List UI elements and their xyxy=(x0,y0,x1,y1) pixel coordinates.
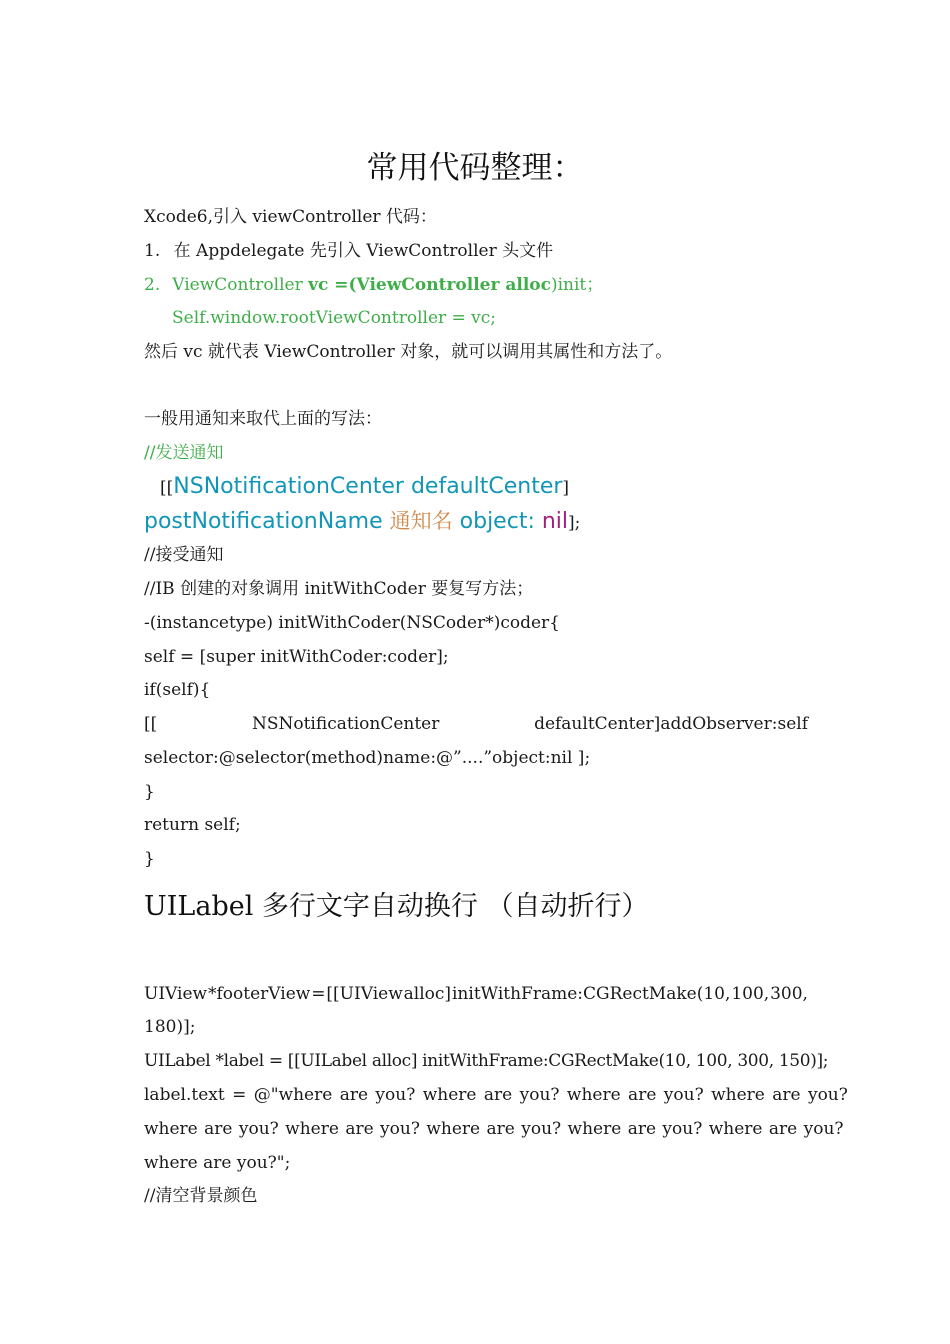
code-label-text-3: where are you?"; xyxy=(144,1153,291,1173)
code-close-method: } xyxy=(144,849,155,869)
post-notification-name: postNotificationName xyxy=(144,509,390,534)
step-1 xyxy=(144,238,808,264)
code-footer-view xyxy=(144,981,808,1007)
code-label-text-1: label.text = @"where are you? where are you? where are you? where are you? xyxy=(144,1085,848,1105)
step-2-part-a: ViewController xyxy=(172,275,309,295)
step-1-number: 1. xyxy=(144,241,161,261)
uilabel-heading: UILabel 多行文字自动换行 （自动折行） xyxy=(144,891,649,922)
code-footer-view-3: = xyxy=(311,984,326,1004)
step-2 xyxy=(144,272,808,298)
code-footer-view-7: 100, xyxy=(731,984,770,1004)
code-footer-view-5: alloc] xyxy=(403,984,452,1004)
code-footer-view-cont: 180)]; xyxy=(144,1017,196,1037)
code-super-init: self = [super initWithCoder:coder]; xyxy=(144,647,449,667)
comment-receive-notification: //接受通知 xyxy=(144,545,224,565)
statement-end: ]; xyxy=(568,513,581,533)
code-init-with-coder: -(instancetype) initWithCoder(NSCoder*)coder{ xyxy=(144,613,560,633)
step-2-part-b: vc =(ViewController alloc xyxy=(308,275,551,295)
step-2-line-2: Self.window.rootViewController = vc; xyxy=(172,308,497,328)
code-return-self: return self; xyxy=(144,815,241,835)
object-param: object: xyxy=(452,509,542,534)
code-selector: selector:@selector(method)name:@”....”object:nil ]; xyxy=(144,748,591,768)
xcode6-intro: Xcode6,引入 viewController 代码： xyxy=(144,207,437,227)
page-title: 常用代码整理： xyxy=(366,150,584,186)
code-add-observer-b: NSNotificationCenter xyxy=(251,714,440,734)
comment-clear-background: //清空背景颜色 xyxy=(144,1186,258,1206)
code-if-self: if(self){ xyxy=(144,680,211,700)
code-add-observer-a: [[ xyxy=(144,714,158,734)
step-2-part-c: )init； xyxy=(550,275,604,295)
notification-intro: 一般用通知来取代上面的写法： xyxy=(144,409,382,429)
code-close-if: } xyxy=(144,782,155,802)
code-add-observer xyxy=(144,711,808,737)
comment-send-notification: //发送通知 xyxy=(144,443,224,463)
step-2-number: 2. xyxy=(144,275,161,295)
code-footer-view-1: UIView xyxy=(144,984,208,1004)
bracket-close: ] xyxy=(562,478,570,498)
post-notification-line-2 xyxy=(144,506,808,538)
notification-center-call: NSNotificationCenter defaultCenter xyxy=(173,474,563,499)
post-notification-line-1 xyxy=(160,472,824,503)
bracket-open: [[ xyxy=(160,478,174,498)
code-add-observer-c: defaultCenter]addObserver:self xyxy=(534,714,808,734)
code-uilabel-init: UILabel *label = [[UILabel alloc] initWithFrame:CGRectMake(10, 100, 300, 150)]; xyxy=(144,1051,829,1071)
nil-value: nil xyxy=(541,509,569,534)
code-footer-view-4: [[UIView xyxy=(326,984,403,1004)
code-footer-view-2: *footerView xyxy=(208,984,311,1004)
step-1-text: 在 Appdelegate 先引入 ViewController 头文件 xyxy=(173,241,554,261)
notification-name-placeholder: 通知名 xyxy=(389,509,453,533)
vc-explanation: 然后 vc 就代表 ViewController 对象，就可以调用其属性和方法了。 xyxy=(144,342,673,362)
code-footer-view-8: 300, xyxy=(770,984,808,1004)
code-footer-view-6: initWithFrame:CGRectMake(10, xyxy=(452,984,731,1004)
comment-ib-init: //IB 创建的对象调用 initWithCoder 要复写方法； xyxy=(144,579,534,599)
code-label-text-2: where are you? where are you? where are you? where are you? where are you? xyxy=(144,1119,844,1139)
